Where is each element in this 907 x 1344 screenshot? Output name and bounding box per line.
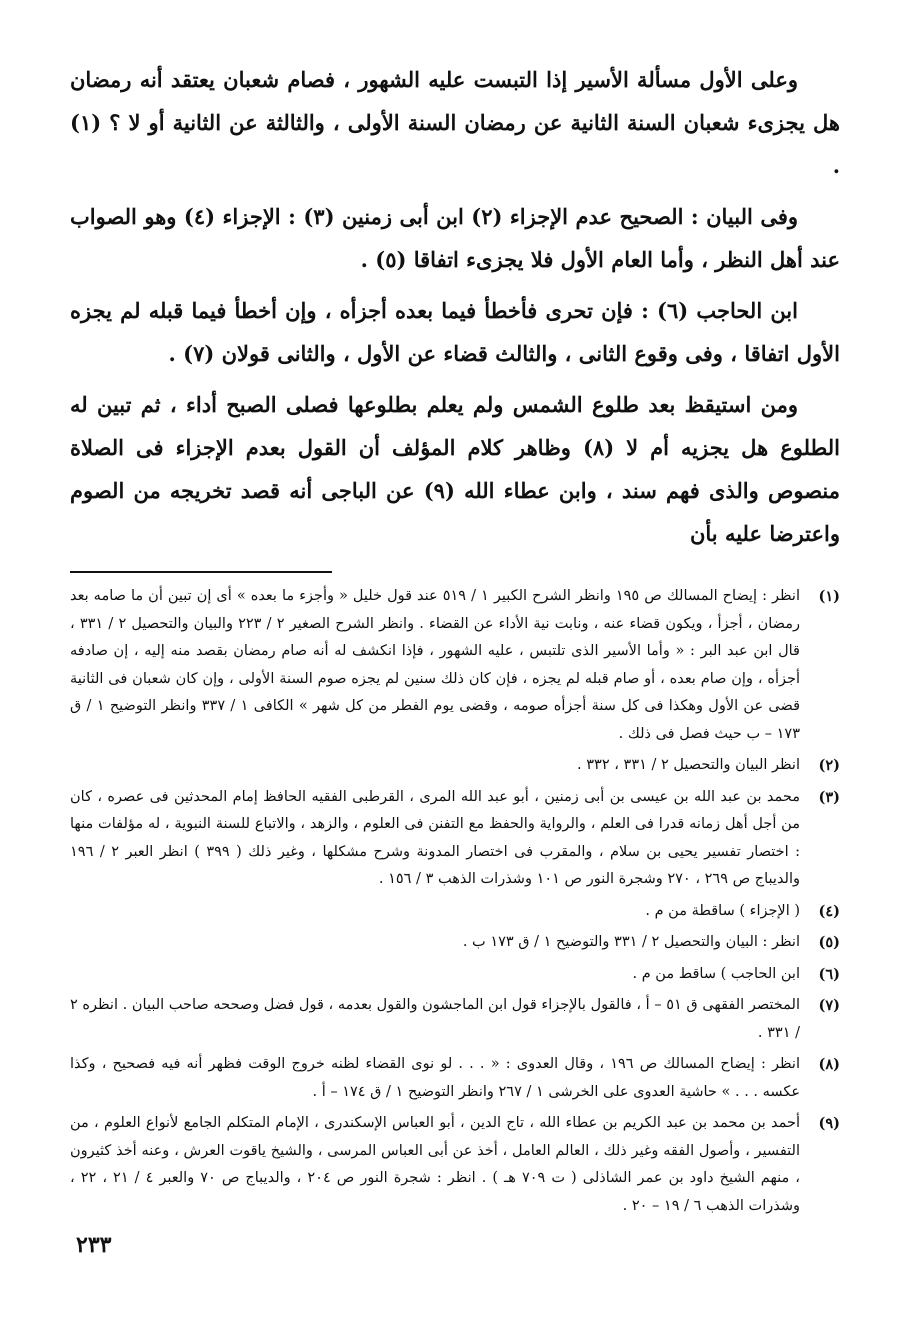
footnote-number: (٢) bbox=[818, 757, 840, 774]
footnote-8 bbox=[70, 1051, 840, 1106]
footnote-number: (٦) bbox=[818, 965, 840, 983]
footnote-text: المختصر الفقهى ق ٥١ – أ ، فالقول بالإجزاء قول ابن الماجشون والقول بعدمه ، قول فضل وصححه صاحب البيان . انظره ٢ / ٣٣١ . bbox=[70, 997, 800, 1041]
footnote-number: (٣) bbox=[818, 788, 840, 806]
body-paragraph-2: وفى البيان : الصحيح عدم الإجزاء (٢) ابن أبى زمنين (٣) : الإجزاء (٤) وهو الصواب عند أهل النظر ، وأما العام الأول فلا يجزىء اتفاقا (٥) . bbox=[70, 204, 840, 272]
footnote-number: (٤) bbox=[818, 902, 840, 920]
footnote-6 bbox=[70, 961, 840, 989]
footnote-text: ابن الحاجب ) ساقط من م . bbox=[632, 965, 800, 982]
footnote-1 bbox=[70, 583, 840, 748]
footnote-3 bbox=[70, 784, 840, 894]
footnote-5 bbox=[70, 929, 840, 957]
page-number: ٢٣٣ bbox=[76, 1232, 112, 1258]
body-paragraph-4: ومن استيقظ بعد طلوع الشمس ولم يعلم بطلوعها فصلى الصبح أداء ، ثم تبين له الطلوع هل يجزيه أم لا (٨) وظاهر كلام المؤلف أن القول بعدم الإجزاء فى الصلاة منصوص والذى فهم سند ، وابن عطاء الله (٩) عن الباجى أنه قصد تخريجه من الصوم واعترضا عليه بأن bbox=[70, 392, 841, 546]
footnote-9 bbox=[70, 1110, 840, 1220]
footnote-number: (٨) bbox=[818, 1056, 840, 1073]
footnote-text: انظر البيان والتحصيل ٢ / ٣٣١ ، ٣٣٢ . bbox=[577, 757, 800, 773]
footnote-7 bbox=[70, 992, 840, 1047]
footnotes bbox=[70, 583, 840, 1220]
body-paragraph-3: ابن الحاجب (٦) : فإن تحرى فأخطأ فيما بعده أجزأه ، وإن أخطأ فيما قبله لم يجزه الأول اتفاقا ، وفى وقوع الثانى ، والثالث قضاء عن الأول ، والثانى قولان (٧) . bbox=[70, 298, 840, 366]
footnote-separator bbox=[70, 571, 332, 573]
footnote-text: محمد بن عبد الله بن عيسى بن أبى زمنين ، أبو عبد الله المرى ، القرطبى الفقيه الحافظ إمام المحدثين فى عصره ، كان من أجل أهل زمانه قدرا فى العلم ، والرواية والحفظ مع التفنن فى العلوم ، والزهد ، والاتباع للسنة النبوية ، له مؤلفات منها : اختصار تفسير يحيى بن سلام ، والمقرب فى اختصار المدونة وشرح مشكلها ، وغير ذلك ( ٣٩٩ ) انظر العبر ٢ / ١٩٦ والديباج ص ٢٦٩ ، ٢٧٠ وشجرة النور ص ١٠١ وشذرات الذهب ٣ / ١٥٦ . bbox=[70, 788, 800, 887]
footnote-text: انظر : إيضاح المسالك ص ١٩٦ ، وقال العدوى : « . . . لو نوى القضاء لظنه خروج الوقت فظهر أنه فيه فصحيح ، وكذا عكسه . . . » حاشية العدوى على الخرشى ١ / ٢٦٧ وانظر التوضيح ١ / ق ١٧٤ – أ . bbox=[70, 1056, 800, 1100]
footnote-2 bbox=[70, 752, 840, 780]
footnote-text: انظر : إيضاح المسالك ص ١٩٥ وانظر الشرح الكبير ١ / ٥١٩ عند قول خليل « وأجزء ما بعده » أى إن تبين أن ما صامه بعد رمضان ، أجزأ ، ويكون قضاء عنه ، ونابت نية الأداء عن القضاء . وانظر الشرح الصغير ٢ / ٢٢٣ والبيان والتحصيل ٢ / ٣٣١ ، قال ابن عبد البر : « وأما الأسير الذى تلتبس ، عليه الشهور ، فإذا انكشف له أنه صام رمضان بقصد منه إليه ، إن صادفه أجزأه ، وإن صام بعده ، أو صام قبله لم يجزه ، فإن كان ذلك سنين لم يجزه صوم السنة الأولى ، وإن كان شعبان فى الثانية قضى عن الأول وهكذا فى كل سنة أجزأه صومه ، وقضى يوم الفطر من كل شهر » الكافى ١ / ٣٣٧ وانظر التوضيح ١ / ق ١٧٣ – ب حيث فصل فى ذلك . bbox=[70, 588, 801, 742]
footnote-number: (٥) bbox=[818, 934, 840, 951]
footnote-text: ( الإجزاء ) ساقطة من م . bbox=[645, 902, 800, 919]
footnote-number: (١) bbox=[818, 588, 840, 605]
footnote-number: (٩) bbox=[818, 1115, 840, 1132]
footnote-text: أحمد بن محمد بن عبد الكريم بن عطاء الله ، تاج الدين ، أبو العباس الإسكندرى ، الإمام المتكلم الجامع لأنواع العلوم ، من التفسير ، وأصول الفقه وغير ذلك ، العالم العامل ، أخذ عن أبى العباس المرسى ، والشيخ ياقوت العرش ، وعنه أخذ كثيرون ، منهم الشيخ داود بن عمر الشاذلى ( ت ٧٠٩ هـ ) . انظر : شجرة النور ص ٢٠٤ ، والديباج ص ٧٠ والعبر ٤ / ٢١ ، ٢٢ ، وشذرات الذهب ٦ / ١٩ – ٢٠ . bbox=[70, 1115, 800, 1214]
footnote-4 bbox=[70, 898, 840, 926]
footnote-number: (٧) bbox=[818, 997, 840, 1014]
body-paragraph-1: وعلى الأول مسألة الأسير إذا التبست عليه الشهور ، فصام شعبان يعتقد أنه رمضان هل يجزىء شعبان السنة الثانية عن رمضان السنة الأولى ، والثالثة عن الثانية أو لا ؟ (١) . bbox=[70, 67, 840, 178]
page-content bbox=[70, 58, 840, 1224]
footnote-text: انظر : البيان والتحصيل ٢ / ٣٣١ والتوضيح ١ / ق ١٧٣ ب . bbox=[462, 934, 800, 950]
